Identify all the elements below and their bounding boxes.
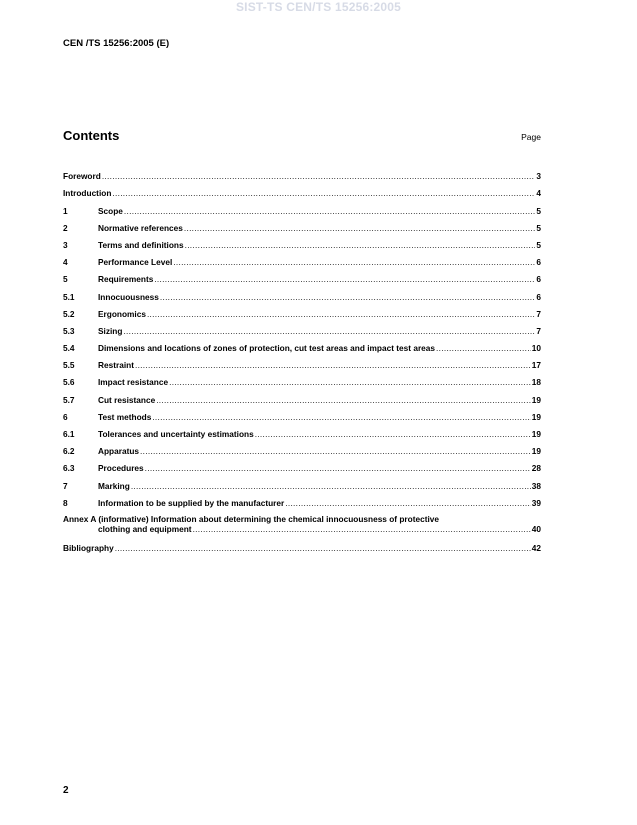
toc-leader-dots [115, 543, 531, 553]
toc-leader-dots [173, 257, 535, 267]
toc-entry-4[interactable] [63, 250, 541, 267]
toc-entry-page: 6 [536, 274, 541, 285]
toc-entry-number: 8 [63, 497, 68, 508]
toc-entry-title: Foreword [63, 171, 101, 182]
toc-leader-dots [147, 309, 535, 319]
toc-entry-page: 28 [531, 463, 541, 474]
toc-entry-page: 10 [531, 343, 541, 354]
toc-entry-number: 5 [63, 274, 68, 285]
toc-entry-title: Restraint [98, 360, 134, 371]
toc-entry-number: 6.2 [63, 446, 75, 457]
toc-entry-introduction[interactable] [63, 181, 541, 198]
toc-entry-5-3[interactable] [63, 319, 541, 336]
toc-entry-title: Cut resistance [98, 394, 156, 405]
toc-entry-number: 5.1 [63, 291, 75, 302]
toc-entry-number: 2 [63, 222, 68, 233]
toc-entry-page: 19 [531, 394, 541, 405]
toc-entry-2[interactable] [63, 216, 541, 233]
toc-entry-page: 5 [536, 205, 541, 216]
page-column-label: Page [521, 132, 541, 142]
contents-heading: Contents [63, 128, 120, 143]
toc-entry-number: 5.5 [63, 360, 75, 371]
toc-leader-dots [135, 360, 531, 370]
toc-entry-6-3[interactable] [63, 456, 541, 473]
toc-leader-dots [185, 240, 536, 250]
toc-leader-dots [156, 395, 531, 405]
toc-entry-title: Information to be supplied by the manufacturer [98, 497, 285, 508]
toc-entry-title: Procedures [98, 463, 144, 474]
toc-leader-dots [123, 326, 535, 336]
toc-entry-page: 19 [531, 411, 541, 422]
toc-entry-title: Performance Level [98, 257, 173, 268]
toc-entry-5-7[interactable] [63, 387, 541, 404]
toc-leader-dots [169, 377, 531, 387]
toc-entry-5-6[interactable] [63, 370, 541, 387]
toc-leader-dots [184, 223, 536, 233]
toc-entry-title: Innocuousness [98, 291, 159, 302]
toc-leader-dots [124, 206, 535, 216]
toc-entry-5[interactable] [63, 267, 541, 284]
toc-entry-5-2[interactable] [63, 302, 541, 319]
toc-leader-dots [255, 429, 531, 439]
toc-entry-page: 3 [536, 171, 541, 182]
toc-entry-page: 19 [531, 429, 541, 439]
toc-entry-number: 7 [63, 480, 68, 491]
document-code-header: CEN /TS 15256:2005 (E) [63, 38, 170, 49]
annex-title-line2-row [63, 524, 541, 534]
annex-title-line2: clothing and equipment [98, 523, 192, 534]
toc-entry-title: Introduction [63, 188, 112, 199]
toc-entry-number: 5.7 [63, 394, 75, 405]
toc-leader-dots [140, 446, 531, 456]
toc-entry-page: 39 [531, 497, 541, 508]
watermark: SIST-TS CEN/TS 15256:2005 [235, 0, 402, 14]
toc-entry-title: Dimensions and locations of zones of protection, cut test areas and impact test areas [98, 343, 436, 354]
toc-entry-5-4[interactable] [63, 336, 541, 353]
toc-entry-title: Sizing [98, 325, 123, 336]
toc-entry-number: 3 [63, 239, 68, 250]
toc-entry-6[interactable] [63, 405, 541, 422]
toc-entry-title: Requirements [98, 274, 154, 285]
toc-leader-dots [131, 481, 531, 491]
toc-entry-page: 5 [536, 222, 541, 233]
toc-leader-dots [193, 524, 531, 534]
toc-entry-title: Terms and definitions [98, 239, 184, 250]
toc-entry-title: Bibliography [63, 542, 114, 553]
toc-entry-title: Test methods [98, 411, 152, 422]
toc-entry-5-5[interactable] [63, 353, 541, 370]
toc-leader-dots [145, 463, 531, 473]
toc-leader-dots [285, 498, 531, 508]
toc-entry-annex-a[interactable] [63, 508, 541, 536]
toc-entry-number: 5.2 [63, 308, 75, 319]
toc-entry-page: 6 [536, 257, 541, 268]
toc-entry-number: 5.4 [63, 343, 75, 354]
table-of-contents [63, 164, 541, 553]
page-number: 2 [63, 785, 69, 796]
toc-entry-number: 6 [63, 411, 68, 422]
toc-leader-dots [152, 412, 530, 422]
toc-entry-page: 38 [531, 480, 541, 491]
toc-leader-dots [436, 343, 531, 353]
toc-entry-title: Apparatus [98, 446, 140, 457]
annex-title-line1: Annex A (informative) Information about determining the chemical innocuousness of protective [63, 513, 440, 524]
toc-leader-dots [154, 274, 535, 284]
toc-entry-page: 40 [531, 523, 541, 534]
toc-entry-number: 5.6 [63, 377, 75, 388]
toc-entry-page: 7 [536, 308, 541, 319]
toc-entry-number: 6.1 [63, 429, 75, 439]
toc-entry-title: Normative references [98, 222, 183, 233]
toc-entry-page: 4 [536, 188, 541, 199]
toc-entry-title: Tolerances and uncertainty estimations [98, 429, 254, 439]
toc-entry-6-2[interactable] [63, 439, 541, 456]
toc-entry-bibliography[interactable] [63, 536, 541, 553]
toc-leader-dots [102, 171, 536, 181]
toc-entry-page: 7 [536, 325, 541, 336]
toc-entry-number: 1 [63, 205, 68, 216]
toc-entry-number: 6.3 [63, 463, 75, 474]
toc-entry-title: Marking [98, 480, 130, 491]
toc-entry-page: 6 [536, 291, 541, 302]
toc-entry-page: 18 [531, 377, 541, 388]
toc-leader-dots [160, 292, 536, 302]
toc-entry-1[interactable] [63, 198, 541, 215]
toc-entry-title: Scope [98, 205, 123, 216]
toc-entry-3[interactable] [63, 233, 541, 250]
toc-entry-number: 4 [63, 257, 68, 268]
toc-entry-foreword[interactable] [63, 164, 541, 181]
toc-entry-8[interactable] [63, 491, 541, 508]
toc-entry-page: 17 [531, 360, 541, 371]
toc-entry-page: 42 [531, 542, 541, 553]
toc-entry-page: 19 [531, 446, 541, 457]
toc-entry-title: Impact resistance [98, 377, 169, 388]
toc-entry-title: Ergonomics [98, 308, 146, 319]
toc-entry-number: 5.3 [63, 325, 75, 336]
toc-entry-5-1[interactable] [63, 284, 541, 301]
toc-entry-6-1[interactable] [63, 422, 541, 439]
toc-entry-page: 5 [536, 239, 541, 250]
toc-entry-7[interactable] [63, 473, 541, 490]
toc-leader-dots [112, 188, 535, 198]
